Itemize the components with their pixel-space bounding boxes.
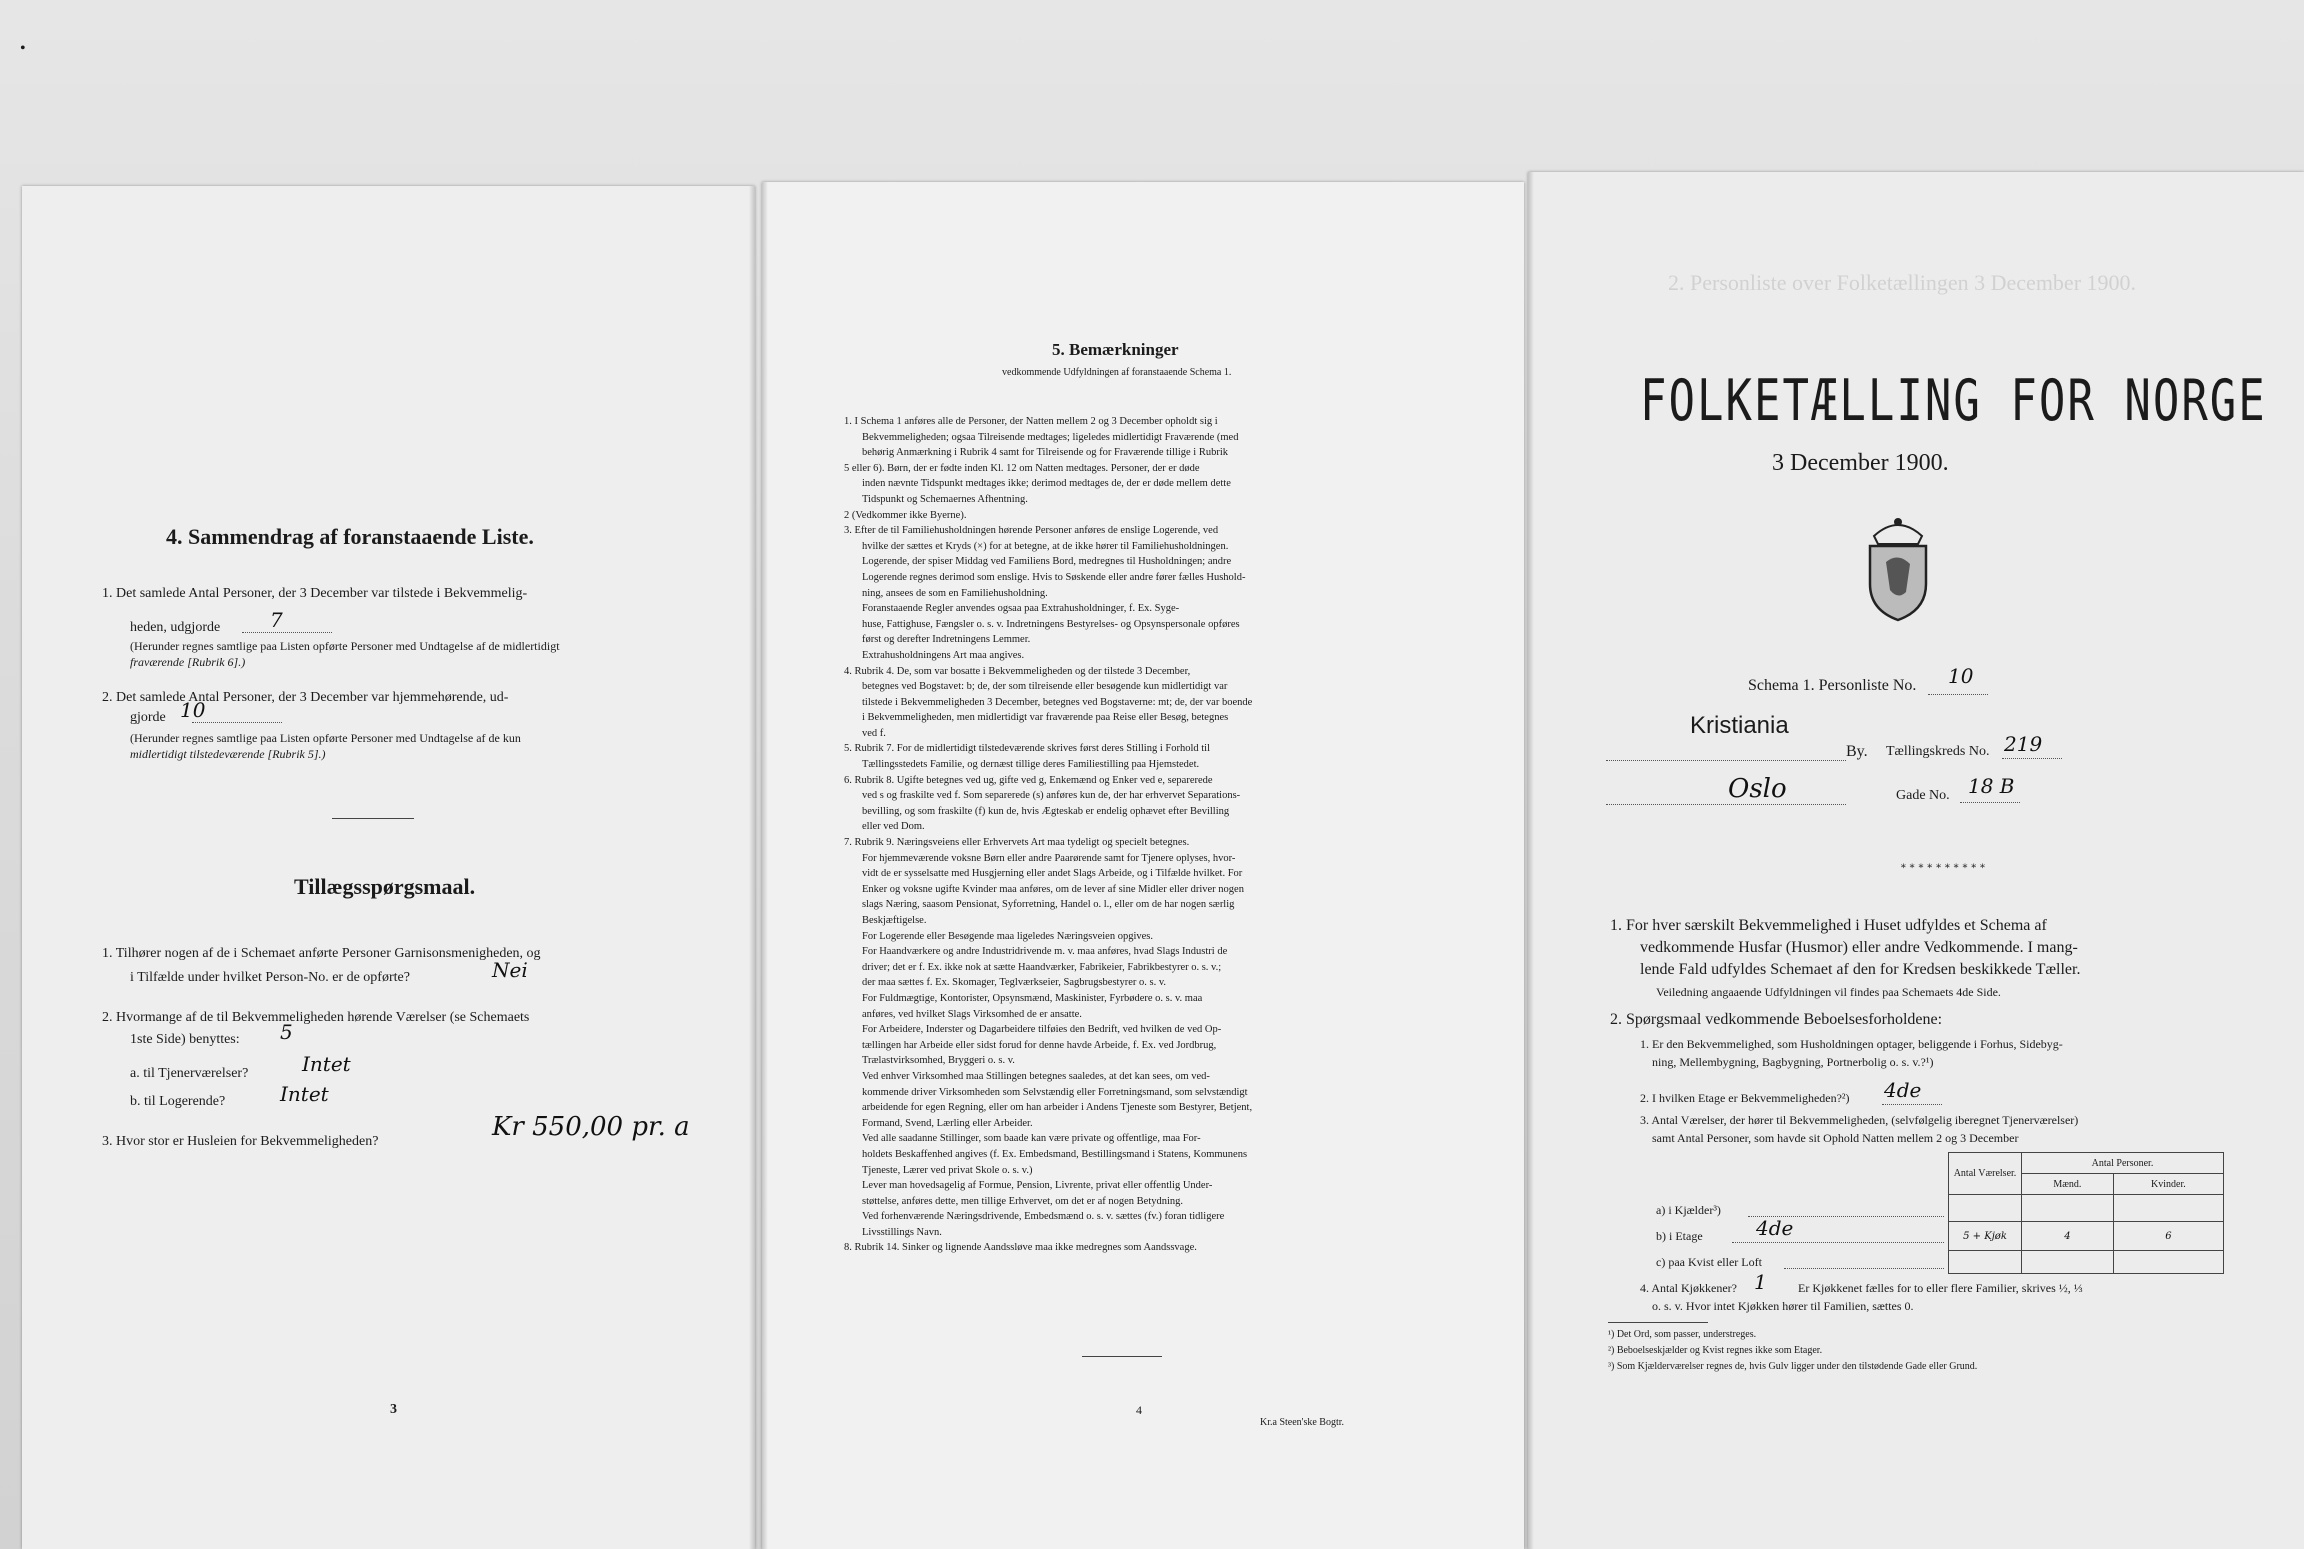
district-label: Tællingskreds No. [1886,744,1990,759]
remark-line: tællingen har Arbeide eller sidst forud for denne havde Arbeide, f. Ex. ved Jordbrug, [862,1039,1217,1051]
remarks-title: 5. Bemærkninger [1052,340,1179,359]
remark-line: vidt de er sysselsatte med Husgjerning eller andet Slags Arbeide, og i Tilfælde hvilket. For [862,868,1243,880]
remark-line: Tællingsstedets Familie, og dernæst tillige deres Familiestilling paa Hjemstedet. [862,759,1200,771]
remark-line: Livsstillings Navn. [862,1226,942,1238]
q4-text1: Er Kjøkkenet fælles for to eller flere Familier, skrives ½, ⅓ [1798,1281,2083,1295]
row-b-women: 6 [2113,1222,2223,1251]
q3-line2: samt Antal Personer, som havde sit Ophold Natten mellem 2 og 3 December [1652,1131,2019,1145]
q1-line2: heden, udgjorde [130,620,221,635]
middle-page [762,182,1524,1549]
row-a-label: a) i Kjælder³) [1656,1203,1721,1217]
street-value: Oslo [1728,774,1787,804]
remark-line: Foranstaaende Regler anvendes ogsaa paa Extrahusholdninger, f. Ex. Syge- [862,603,1180,615]
remark-line: Extrahusholdningens Art maa angives. [862,649,1025,661]
page-number-3: 3 [390,1402,397,1417]
instr1-line3: lende Fald udfyldes Schemaet af den for Kredsen beskikkede Tæller. [1640,961,2081,978]
remark-line: anføres, ved hvilket Slags Virksomhed de er ansatte. [862,1008,1082,1020]
col-men: Mænd. [2022,1174,2114,1195]
instr1-note: Veiledning angaaende Udfyldningen vil findes paa Schemaets 4de Side. [1656,985,2001,999]
s1-line1: 1. Tilhører nogen af de i Schemaet anførte Personer Garnisonsmenigheden, og [102,946,541,961]
remark-line: For Arbeidere, Inderster og Dagarbeidere tilføies den Bedrift, ved hvilken de ved Op- [862,1024,1222,1036]
instr1-line1: 1. For hver særskilt Bekvemmelighed i Huset udfyldes et Schema af [1610,917,2047,934]
remark-line: 8. Rubrik 14. Sinker og lignende Aandssløve maa ikke medregnes som Aandssvage. [844,1242,1197,1254]
remark-line: huse, Fattighuse, Fængsler o. s. v. Indretningens Bestyrelses- og Opsynspersonale opføres [862,618,1240,630]
remark-line: tilstede i Bekvemmeligheden 3 December, betegnes ved Bogstaverne: mt; de, der var boende [862,696,1253,708]
main-title: FOLKETÆLLING FOR NORGE [1640,368,2267,435]
remark-line: For Logerende eller Besøgende maa ligeledes Næringsveien opgives. [862,930,1153,942]
ghost-header: 2. Personliste over Folketællingen 3 December 1900. [1668,270,2137,295]
schema-label: Schema 1. Personliste No. [1748,677,1917,694]
remark-line: holdets Beskaffenhed angives (f. Ex. Embedsmand, Bestillingsmand i Statens, Kommunens [862,1148,1248,1160]
q4-answer: 1 [1754,1270,1767,1294]
s1-line2: i Tilfælde under hvilket Person-No. er de opførte? [130,970,410,985]
schema-number: 10 [1948,664,1974,688]
remark-line: Ved enhver Virksomhed maa Stillingen betegnes saaledes, at det kan sees, om ved- [862,1070,1210,1082]
remark-line: Ved forhenværende Næringsdrivende, Embedsmænd o. s. v. sættes (fv.) foran tidligere [862,1211,1225,1223]
q1-note2: fraværende [Rubrik 6].) [130,655,246,669]
row-b-label: b) i Etage [1656,1229,1703,1243]
remark-line: 5 eller 6). Børn, der er fødte inden Kl. 12 om Natten medtages. Personer, der er døde [844,462,1200,474]
row-b-men: 4 [2022,1222,2114,1251]
remark-line: Lever man hovedsagelig af Formue, Pension, Livrente, privat eller offentlig Under- [862,1180,1213,1192]
city-label: By. [1846,743,1868,760]
remark-line: 4. Rubrik 4. De, som var bosatte i Bekvemmeligheden og der tilstede 3 December, [844,665,1191,677]
q1-line1: 1. Det samlede Antal Personer, der 3 December var tilstede i Bekvemmelig- [102,586,528,601]
instr1-line2: vedkommende Husfar (Husmor) eller andre Vedkommende. I mang- [1640,939,2078,956]
left-page [22,186,755,1549]
section-title: 4. Sammendrag af foranstaaende Liste. [166,524,534,549]
right-page [1528,172,2304,1549]
district-number: 219 [2004,732,2043,756]
q2-answer: 4de [1884,1078,1922,1102]
s3-answer: Kr 550,00 pr. a [492,1112,690,1142]
q2-line1: 2. Det samlede Antal Personer, der 3 December var hjemmehørende, ud- [102,690,509,705]
col-rooms: Antal Værelser. [1949,1153,2022,1195]
s2a-answer: Intet [302,1052,351,1076]
street-number: 18 B [1968,774,2015,798]
remark-line: eller ved Dom. [862,821,925,833]
remark-line: ning, ansees de som en Familiehusholdning. [862,587,1048,599]
city-value: Kristiania [1690,712,1789,739]
q1-line1: 1. Er den Bekvemmelighed, som Husholdningen optager, beliggende i Forhus, Sidebyg- [1640,1037,2063,1051]
q4-text2: o. s. v. Hvor intet Kjøkken hører til Familien, sættes 0. [1652,1299,1914,1313]
remark-line: Logerende, der spiser Middag ved Familiens Bord, medregnes til Husholdningen; andre [862,556,1232,568]
q1-note1: (Herunder regnes samtlige paa Listen opførte Personer med Undtagelse af de midlertidigt [130,639,560,653]
q3-line1: 3. Antal Værelser, der hører til Bekvemmeligheden, (selvfølgelig iberegnet Tjenerværelser) [1640,1113,2079,1127]
remark-line: 1. I Schema 1 anføres alle de Personer, der Natten mellem 2 og 3 December opholdt sig i [844,416,1218,427]
remark-line: betegnes ved Bogstavet: b; de, der som tilreisende eller besøgende kun midlertidigt var [862,681,1228,693]
supplementary-title: Tillægsspørgsmaal. [294,874,476,899]
remark-line: driver; det er f. Ex. ikke nok at sætte Haandværker, Fabrikeier, Fabrikbestyrer o. s. v.; [862,961,1222,973]
row-b-floor: 4de [1756,1216,1794,1240]
remark-line: For hjemmeværende voksne Børn eller andre Paarørende samt for Tjenere oplyses, hvor- [862,852,1236,864]
remark-line: 7. Rubrik 9. Næringsveiens eller Erhvervets Art maa tydeligt og specielt betegnes. [844,837,1190,849]
remark-line: Tjeneste, Lærer ved privat Skole o. s. v.) [862,1164,1033,1176]
remark-line: Bekvemmeligheden; ogsaa Tilreisende medtages; ligeledes midlertidigt Fraværende (med [862,431,1239,443]
footnote-1: ¹) Det Ord, som passer, understreges. [1608,1329,1757,1340]
remark-line: støttelse, anføres dette, men tillige Erhvervet, om det er af nogen Betydning. [862,1195,1184,1207]
q1-answer: 7 [270,608,283,632]
remark-line: Beskjæftigelse. [862,915,927,926]
remark-line: 6. Rubrik 8. Ugifte betegnes ved ug, gifte ved g, Enkemænd og Enker ved e, separerede [844,774,1213,786]
s2b-answer: Intet [280,1082,329,1106]
remark-line: arbeidende for egen Regning, eller om han arbeider i Andens Tjeneste som Bestyrer, Betjent, [862,1102,1253,1114]
printer-mark: Kr.a Steen'ske Bogtr. [1260,1417,1345,1428]
q2-label: 2. I hvilken Etage er Bekvemmeligheden?²) [1640,1091,1850,1105]
remark-line: 3. Efter de til Familiehusholdningen hørende Personer anføres de enslige Logerende, ved [844,525,1219,537]
q2-answer: 10 [180,698,206,722]
row-c-label: c) paa Kvist eller Loft [1656,1255,1762,1269]
s2-line1: 2. Hvormange af de til Bekvemmeligheden hørende Værelser (se Schemaets [102,1010,530,1025]
footnote-3: ³) Som Kjælderværelser regnes de, hvis Gulv ligger under den tilstødende Gade eller Grund. [1608,1361,1978,1372]
q1-line2: ning, Mellembygning, Bagbygning, Portnerbolig o. s. v.?¹) [1652,1055,1934,1069]
remark-line: Enker og voksne ugifte Kvinder maa anføres, om de lever af sine Midler eller driver nogen [862,883,1244,895]
s3-label: 3. Hvor stor er Husleien for Bekvemmeligheden? [102,1134,379,1149]
col-women: Kvinder. [2113,1174,2223,1195]
remark-line: kommende driver Virksomheden som Selvstændig eller Forretningsmand, som selvstændigt [862,1086,1248,1098]
remark-line: bevilling, og som fraskilte (f) kun de, hvis Ægteskab er endelig ophævet efter Bevilling [862,805,1230,817]
remark-line: Tidspunkt og Schemaernes Afhentning. [862,493,1028,505]
remark-line: 5. Rubrik 7. For de midlertidigt tilstedeværende skrives først deres Stilling i Forhold til [844,743,1211,755]
remark-line: der maa sættes f. Ex. Skomager, Teglværkseier, Sagbrugsbestyrer o. s. v. [862,977,1167,989]
page-number-4: 4 [1136,1403,1142,1417]
s2-answer: 5 [280,1020,293,1044]
remark-line: behørig Anmærkning i Rubrik 4 samt for Tilreisende og for Fraværende tillige i Rubrik [862,447,1229,459]
q2-note2: midlertidigt tilstedeværende [Rubrik 5].) [130,747,326,761]
remarks-subtitle: vedkommende Udfyldningen af foranstaaende Schema 1. [1002,367,1232,378]
s2a-label: a. til Tjenerværelser? [130,1066,249,1081]
s2b-label: b. til Logerende? [130,1094,226,1109]
coat-of-arms-icon [1856,514,1940,624]
remark-line: Ved alle saadanne Stillinger, som baade kan være private og offentlige, maa For- [862,1133,1201,1145]
q2-line2: gjorde [130,710,166,725]
q2-note1: (Herunder regnes samtlige paa Listen opførte Personer med Undtagelse af de kun [130,731,521,745]
s2-line2: 1ste Side) benyttes: [130,1032,240,1047]
corner-mark: • [20,40,26,57]
s1-answer: Nei [492,958,528,982]
q4-label: 4. Antal Kjøkkener? [1640,1281,1737,1295]
remark-line: For Haandværkere og andre Industridrivende m. v. maa anføres, hvad Slags Industri de [862,946,1228,958]
footnote-2: ²) Beboelseskjælder og Kvist regnes ikke som Etager. [1608,1345,1823,1356]
street-label: Gade No. [1896,788,1950,803]
row-b-rooms: 5 + Kjøk [1949,1222,2022,1251]
instr2-title: 2. Spørgsmaal vedkommende Beboelsesforholdene: [1610,1011,1943,1028]
remark-line: først og derefter Indretningens Lemmer. [862,634,1031,646]
remarks-list [844,414,1444,1256]
remark-line: 2 (Vedkommer ikke Byerne). [844,509,967,521]
remark-line: Formand, Svend, Lærling eller Arbeider. [862,1117,1033,1129]
census-date: 3 December 1900. [1772,450,1949,476]
rooms-table [1948,1152,2224,1274]
remark-line: inden nævnte Tidspunkt medtages ikke; derimod medtages de, der er døde mellem dette [862,478,1231,490]
remark-line: Trælastvirksomhed, Bryggeri o. s. v. [862,1055,1015,1067]
remark-line: i Bekvemmeligheden, men midlertidigt var fraværende paa Reise eller Besøg, betegnes [862,712,1229,724]
ornament: ∗∗∗∗∗∗∗∗∗∗ [1900,861,1988,872]
col-persons: Antal Personer. [2022,1153,2224,1174]
remark-line: ved f. [862,727,886,739]
remark-line: For Fuldmægtige, Kontorister, Opsynsmænd, Maskinister, Fyrbødere o. s. v. maa [862,992,1203,1004]
remark-line: ved s og fraskilte ved f. Som separerede (s) anføres kun de, der har erhvervet Separations- [862,790,1241,802]
remark-line: hvilke der sættes et Kryds (×) for at betegne, at de ikke hører til Familiehusholdningen. [862,540,1229,552]
remark-line: slags Næring, saasom Pensionat, Syforretning, Handel o. l., eller om de har nogen særlig [862,899,1235,911]
remark-line: Logerende regnes derimod som enslige. Hvis to Søskende eller andre fører fælles Hushold- [862,571,1246,583]
